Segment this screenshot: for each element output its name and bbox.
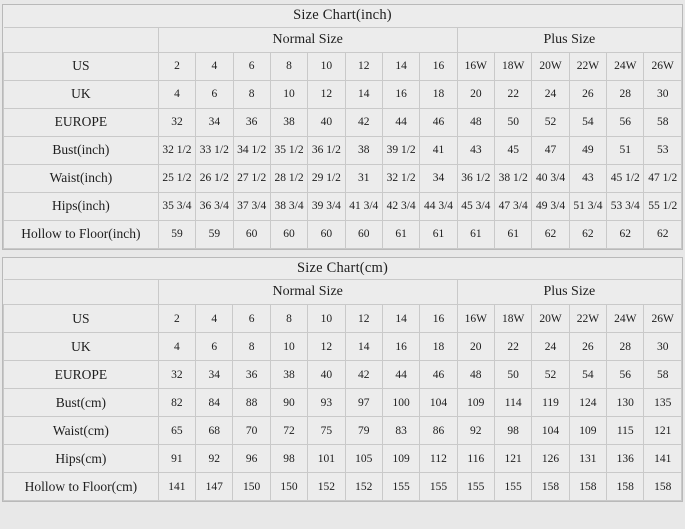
cell-value: 6 xyxy=(233,305,270,333)
cell-value: 14 xyxy=(345,80,382,108)
chart-title-row xyxy=(4,258,682,280)
table-row xyxy=(4,417,682,445)
cell-value: 27 1/2 xyxy=(233,164,270,192)
cell-value: 4 xyxy=(196,305,233,333)
cell-value: 136 xyxy=(607,445,644,473)
cell-value: 40 xyxy=(308,361,345,389)
cell-value: 61 xyxy=(457,220,494,248)
cell-value: 88 xyxy=(233,389,270,417)
cell-value: 141 xyxy=(158,473,195,501)
cell-value: 121 xyxy=(644,417,682,445)
size-chart-inch-table xyxy=(3,5,682,249)
cell-value: 20 xyxy=(457,333,494,361)
cell-value: 62 xyxy=(644,220,682,248)
cell-value: 60 xyxy=(345,220,382,248)
cell-value: 44 xyxy=(382,361,419,389)
cell-value: 26 xyxy=(569,333,606,361)
cell-value: 135 xyxy=(644,389,682,417)
cell-value: 16 xyxy=(382,80,419,108)
table-row xyxy=(4,80,682,108)
cell-value: 26W xyxy=(644,305,682,333)
cell-value: 16 xyxy=(420,52,457,80)
cell-value: 48 xyxy=(457,361,494,389)
group-header-empty xyxy=(4,280,159,305)
cell-value: 98 xyxy=(270,445,307,473)
cell-value: 104 xyxy=(532,417,569,445)
cell-value: 18W xyxy=(494,305,531,333)
table-row xyxy=(4,52,682,80)
cell-value: 109 xyxy=(457,389,494,417)
cell-value: 158 xyxy=(644,473,682,501)
table-row xyxy=(4,136,682,164)
cell-value: 158 xyxy=(569,473,606,501)
cell-value: 34 xyxy=(196,361,233,389)
cell-value: 6 xyxy=(196,333,233,361)
cell-value: 83 xyxy=(382,417,419,445)
cell-value: 59 xyxy=(196,220,233,248)
table-row xyxy=(4,164,682,192)
cell-value: 10 xyxy=(308,305,345,333)
cell-value: 18 xyxy=(420,333,457,361)
cell-value: 65 xyxy=(158,417,195,445)
cell-value: 31 xyxy=(345,164,382,192)
cell-value: 8 xyxy=(233,80,270,108)
cell-value: 22W xyxy=(569,52,606,80)
cell-value: 59 xyxy=(158,220,195,248)
cell-value: 52 xyxy=(532,361,569,389)
cell-value: 96 xyxy=(233,445,270,473)
cell-value: 61 xyxy=(495,220,532,248)
cell-value: 56 xyxy=(607,108,644,136)
cell-value: 51 xyxy=(607,136,644,164)
cell-value: 62 xyxy=(569,220,606,248)
cell-value: 22 xyxy=(494,333,531,361)
cell-value: 90 xyxy=(270,389,307,417)
cell-value: 49 xyxy=(569,136,606,164)
row-label: Hips(inch) xyxy=(4,192,159,220)
cell-value: 61 xyxy=(382,220,419,248)
cell-value: 35 1/2 xyxy=(270,136,307,164)
cell-value: 32 1/2 xyxy=(158,136,195,164)
cell-value: 40 xyxy=(308,108,345,136)
cell-value: 35 3/4 xyxy=(158,192,195,220)
cell-value: 60 xyxy=(270,220,307,248)
cell-value: 26 xyxy=(569,80,606,108)
cell-value: 25 1/2 xyxy=(158,164,195,192)
cell-value: 20W xyxy=(532,305,569,333)
size-chart-cm xyxy=(2,257,683,503)
group-header-normal: Normal Size xyxy=(158,280,457,305)
cell-value: 150 xyxy=(233,473,270,501)
cell-value: 47 xyxy=(532,136,569,164)
cell-value: 46 xyxy=(420,108,457,136)
cell-value: 126 xyxy=(532,445,569,473)
cell-value: 32 1/2 xyxy=(382,164,419,192)
table-row xyxy=(4,361,682,389)
cell-value: 155 xyxy=(382,473,419,501)
cell-value: 42 xyxy=(345,108,382,136)
cell-value: 38 xyxy=(345,136,382,164)
cell-value: 130 xyxy=(607,389,644,417)
cell-value: 152 xyxy=(345,473,382,501)
cell-value: 38 xyxy=(270,108,307,136)
cell-value: 155 xyxy=(494,473,531,501)
cell-value: 92 xyxy=(196,445,233,473)
cell-value: 10 xyxy=(270,80,307,108)
cell-value: 155 xyxy=(420,473,457,501)
cell-value: 109 xyxy=(569,417,606,445)
cell-value: 16 xyxy=(420,305,457,333)
cell-value: 8 xyxy=(233,333,270,361)
cell-value: 14 xyxy=(382,52,419,80)
cell-value: 114 xyxy=(494,389,531,417)
row-label: EUROPE xyxy=(4,361,159,389)
cell-value: 18 xyxy=(420,80,457,108)
cell-value: 70 xyxy=(233,417,270,445)
cell-value: 50 xyxy=(495,108,532,136)
cell-value: 34 xyxy=(420,164,457,192)
cell-value: 86 xyxy=(420,417,457,445)
cell-value: 22W xyxy=(569,305,606,333)
group-header-empty xyxy=(4,27,159,52)
cell-value: 44 3/4 xyxy=(420,192,457,220)
cell-value: 68 xyxy=(196,417,233,445)
cell-value: 14 xyxy=(382,305,419,333)
cell-value: 84 xyxy=(196,389,233,417)
cell-value: 45 3/4 xyxy=(457,192,494,220)
cell-value: 36 xyxy=(233,361,270,389)
row-label: US xyxy=(4,52,159,80)
cell-value: 26W xyxy=(644,52,682,80)
cell-value: 20 xyxy=(457,80,494,108)
cell-value: 38 3/4 xyxy=(270,192,307,220)
cell-value: 36 1/2 xyxy=(308,136,345,164)
cell-value: 60 xyxy=(233,220,270,248)
cell-value: 4 xyxy=(158,80,195,108)
cell-value: 24W xyxy=(607,52,644,80)
row-label: Hollow to Floor(cm) xyxy=(4,473,159,501)
cell-value: 141 xyxy=(644,445,682,473)
cell-value: 92 xyxy=(457,417,494,445)
cell-value: 50 xyxy=(494,361,531,389)
cell-value: 2 xyxy=(158,52,195,80)
cell-value: 158 xyxy=(607,473,644,501)
table-row xyxy=(4,192,682,220)
table-row xyxy=(4,445,682,473)
cell-value: 41 3/4 xyxy=(345,192,382,220)
cell-value: 30 xyxy=(644,333,682,361)
cell-value: 109 xyxy=(382,445,419,473)
cell-value: 12 xyxy=(345,52,382,80)
cell-value: 20W xyxy=(532,52,569,80)
cell-value: 4 xyxy=(158,333,195,361)
cell-value: 47 3/4 xyxy=(495,192,532,220)
cell-value: 39 1/2 xyxy=(382,136,419,164)
row-label: Hollow to Floor(inch) xyxy=(4,220,159,248)
cell-value: 12 xyxy=(308,80,345,108)
cell-value: 43 xyxy=(569,164,606,192)
cell-value: 6 xyxy=(233,52,270,80)
cell-value: 28 xyxy=(607,80,644,108)
cell-value: 115 xyxy=(607,417,644,445)
cell-value: 32 xyxy=(158,108,195,136)
cell-value: 42 3/4 xyxy=(382,192,419,220)
cell-value: 12 xyxy=(345,305,382,333)
cell-value: 41 xyxy=(420,136,457,164)
cell-value: 33 1/2 xyxy=(196,136,233,164)
row-label: Waist(inch) xyxy=(4,164,159,192)
size-chart-cm-table xyxy=(3,258,682,502)
cell-value: 43 xyxy=(457,136,494,164)
group-header-plus: Plus Size xyxy=(457,280,681,305)
cell-value: 61 xyxy=(420,220,457,248)
cell-value: 22 xyxy=(495,80,532,108)
cell-value: 45 xyxy=(495,136,532,164)
cell-value: 131 xyxy=(569,445,606,473)
cell-value: 72 xyxy=(270,417,307,445)
cell-value: 53 xyxy=(644,136,682,164)
cell-value: 82 xyxy=(158,389,195,417)
cell-value: 24 xyxy=(532,80,569,108)
table-row xyxy=(4,389,682,417)
cell-value: 34 xyxy=(196,108,233,136)
cell-value: 26 1/2 xyxy=(196,164,233,192)
cell-value: 32 xyxy=(158,361,195,389)
cell-value: 8 xyxy=(270,305,307,333)
cell-value: 91 xyxy=(158,445,195,473)
cell-value: 16W xyxy=(457,305,494,333)
cell-value: 10 xyxy=(270,333,307,361)
cell-value: 158 xyxy=(532,473,569,501)
cell-value: 55 1/2 xyxy=(644,192,682,220)
cell-value: 119 xyxy=(532,389,569,417)
row-label: Bust(cm) xyxy=(4,389,159,417)
cell-value: 36 xyxy=(233,108,270,136)
cell-value: 49 3/4 xyxy=(532,192,569,220)
row-label: Bust(inch) xyxy=(4,136,159,164)
cell-value: 28 1/2 xyxy=(270,164,307,192)
cell-value: 29 1/2 xyxy=(308,164,345,192)
cell-value: 93 xyxy=(308,389,345,417)
cell-value: 105 xyxy=(345,445,382,473)
cell-value: 24 xyxy=(532,333,569,361)
cell-value: 24W xyxy=(607,305,644,333)
cell-value: 54 xyxy=(569,361,606,389)
cell-value: 2 xyxy=(158,305,195,333)
cell-value: 51 3/4 xyxy=(569,192,606,220)
cell-value: 16 xyxy=(382,333,419,361)
cell-value: 36 3/4 xyxy=(196,192,233,220)
cell-value: 12 xyxy=(308,333,345,361)
cell-value: 14 xyxy=(345,333,382,361)
cell-value: 45 1/2 xyxy=(607,164,644,192)
row-label: US xyxy=(4,305,159,333)
cell-value: 18W xyxy=(495,52,532,80)
size-chart-inch xyxy=(2,4,683,250)
cell-value: 44 xyxy=(382,108,419,136)
cell-value: 47 1/2 xyxy=(644,164,682,192)
cell-value: 112 xyxy=(420,445,457,473)
cell-value: 150 xyxy=(270,473,307,501)
cell-value: 62 xyxy=(532,220,569,248)
cell-value: 30 xyxy=(644,80,682,108)
row-label: EUROPE xyxy=(4,108,159,136)
cell-value: 121 xyxy=(494,445,531,473)
cell-value: 46 xyxy=(420,361,457,389)
cell-value: 34 1/2 xyxy=(233,136,270,164)
group-header-plus: Plus Size xyxy=(457,27,681,52)
chart-title: Size Chart(cm) xyxy=(4,258,682,280)
row-label: Hips(cm) xyxy=(4,445,159,473)
cell-value: 116 xyxy=(457,445,494,473)
cell-value: 39 3/4 xyxy=(308,192,345,220)
cell-value: 152 xyxy=(308,473,345,501)
chart-title: Size Chart(inch) xyxy=(4,5,682,27)
table-row xyxy=(4,220,682,248)
table-row xyxy=(4,305,682,333)
cell-value: 104 xyxy=(420,389,457,417)
cell-value: 79 xyxy=(345,417,382,445)
table-row xyxy=(4,473,682,501)
group-header-row xyxy=(4,280,682,305)
cell-value: 147 xyxy=(196,473,233,501)
row-label: UK xyxy=(4,80,159,108)
cell-value: 16W xyxy=(457,52,494,80)
row-label: UK xyxy=(4,333,159,361)
cell-value: 124 xyxy=(569,389,606,417)
group-header-row xyxy=(4,27,682,52)
row-label: Waist(cm) xyxy=(4,417,159,445)
cell-value: 98 xyxy=(494,417,531,445)
cell-value: 28 xyxy=(607,333,644,361)
cell-value: 37 3/4 xyxy=(233,192,270,220)
cell-value: 53 3/4 xyxy=(607,192,644,220)
cell-value: 62 xyxy=(607,220,644,248)
cell-value: 101 xyxy=(308,445,345,473)
cell-value: 42 xyxy=(345,361,382,389)
table-row xyxy=(4,333,682,361)
cell-value: 4 xyxy=(196,52,233,80)
cell-value: 155 xyxy=(457,473,494,501)
cell-value: 60 xyxy=(308,220,345,248)
cell-value: 58 xyxy=(644,361,682,389)
cell-value: 54 xyxy=(569,108,606,136)
cell-value: 38 1/2 xyxy=(495,164,532,192)
cell-value: 97 xyxy=(345,389,382,417)
cell-value: 40 3/4 xyxy=(532,164,569,192)
cell-value: 10 xyxy=(308,52,345,80)
cell-value: 52 xyxy=(532,108,569,136)
cell-value: 36 1/2 xyxy=(457,164,494,192)
cell-value: 75 xyxy=(308,417,345,445)
cell-value: 38 xyxy=(270,361,307,389)
group-header-normal: Normal Size xyxy=(158,27,457,52)
cell-value: 58 xyxy=(644,108,682,136)
chart-title-row xyxy=(4,5,682,27)
cell-value: 56 xyxy=(607,361,644,389)
cell-value: 8 xyxy=(270,52,307,80)
cell-value: 100 xyxy=(382,389,419,417)
cell-value: 6 xyxy=(196,80,233,108)
table-row xyxy=(4,108,682,136)
cell-value: 48 xyxy=(457,108,494,136)
